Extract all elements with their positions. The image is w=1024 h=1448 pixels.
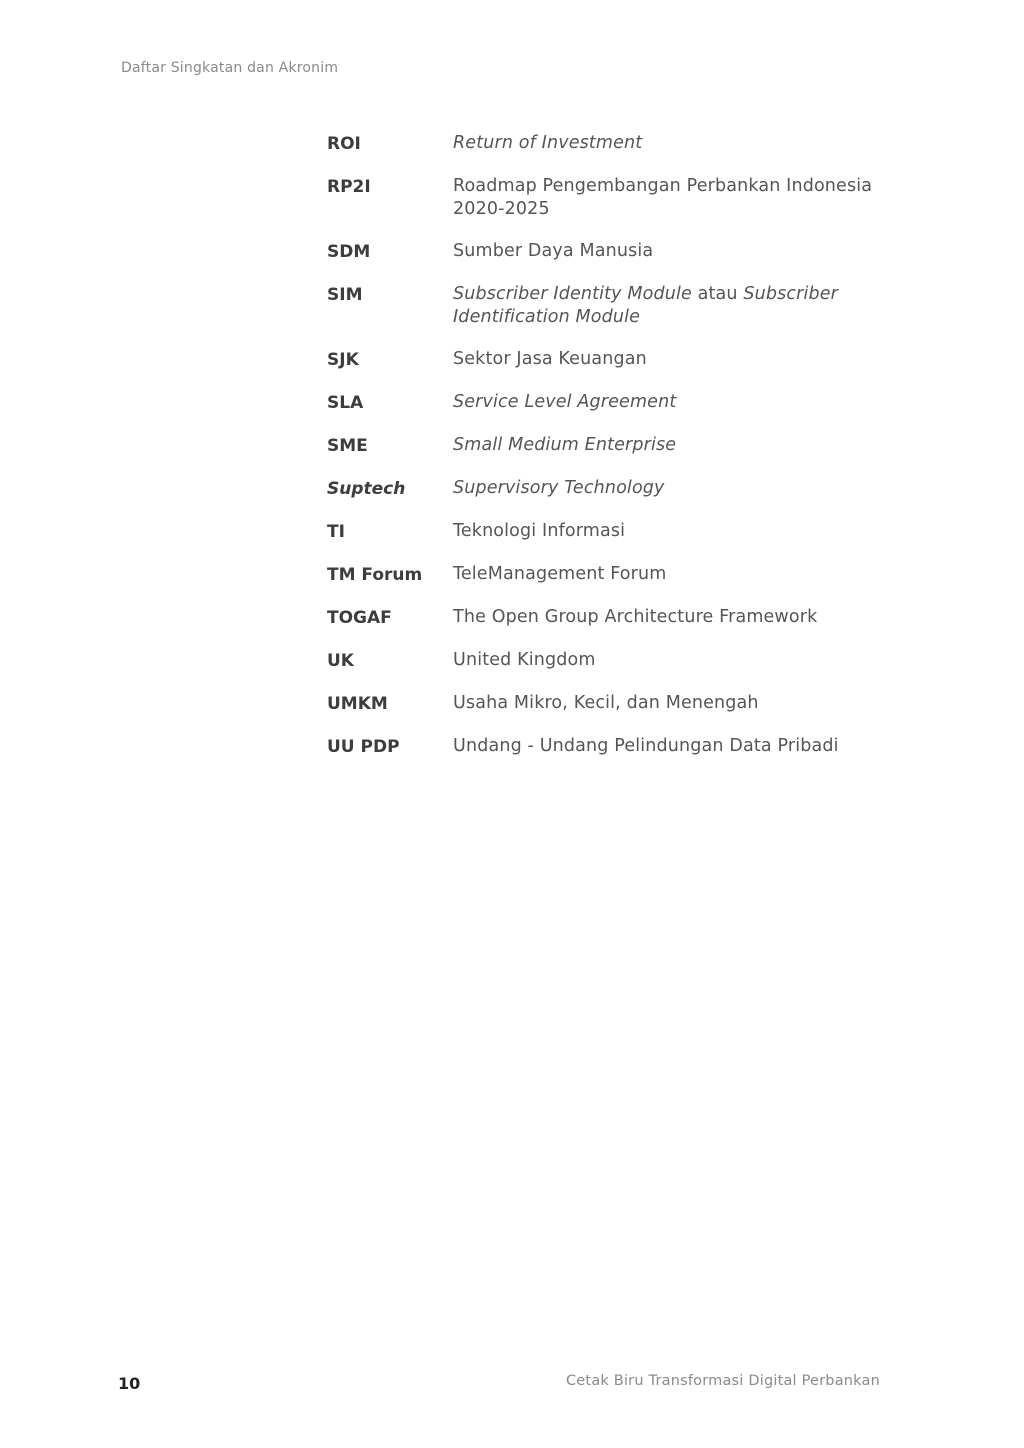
definition-text: Service Level Agreement — [453, 392, 677, 412]
glossary-entry — [327, 391, 887, 415]
glossary-term: UMKM — [327, 694, 388, 714]
glossary-definition — [453, 283, 887, 329]
definition-text: atau — [691, 284, 744, 304]
glossary-definition — [453, 606, 887, 629]
glossary-definition — [453, 240, 887, 263]
running-header: Daftar Singkatan dan Akronim — [121, 60, 339, 76]
definition-text: Sektor Jasa Keuangan — [453, 349, 647, 369]
definition-text: Undang - Undang Pelindungan Data Pribadi — [453, 736, 839, 756]
glossary-term: SJK — [327, 350, 359, 370]
document-title: Cetak Biru Transformasi Digital Perbankan — [565, 1373, 880, 1389]
glossary-entry — [327, 735, 887, 759]
definition-text: The Open Group Architecture Framework — [453, 607, 818, 627]
glossary-definition — [453, 477, 887, 500]
glossary-entry — [327, 348, 887, 372]
glossary-entry — [327, 283, 887, 329]
definition-text: Sumber Daya Manusia — [453, 241, 654, 261]
definition-text: Subscriber Identification Module — [453, 284, 839, 327]
glossary-entry — [327, 240, 887, 264]
glossary-definition — [453, 649, 887, 672]
acronym-glossary — [327, 132, 887, 778]
page-number: 10 — [118, 1374, 141, 1393]
definition-text: Usaha Mikro, Kecil, dan Menengah — [453, 693, 759, 713]
glossary-term: SIM — [327, 285, 363, 305]
glossary-entry — [327, 692, 887, 716]
definition-text: Small Medium Enterprise — [453, 435, 677, 455]
glossary-entry — [327, 606, 887, 630]
glossary-entry — [327, 175, 887, 221]
definition-text: Subscriber Identity Module — [453, 284, 692, 304]
glossary-term: UU PDP — [327, 737, 400, 757]
definition-text: United Kingdom — [453, 650, 596, 670]
glossary-entry — [327, 434, 887, 458]
glossary-entry — [327, 132, 887, 156]
definition-text: Teknologi Informasi — [453, 521, 626, 541]
glossary-definition — [453, 735, 887, 758]
glossary-entry — [327, 563, 887, 587]
glossary-definition — [453, 434, 887, 457]
glossary-entry — [327, 520, 887, 544]
glossary-definition — [453, 175, 887, 221]
glossary-definition — [453, 348, 887, 371]
glossary-term: UK — [327, 651, 354, 671]
glossary-entry — [327, 649, 887, 673]
glossary-term: SLA — [327, 393, 364, 413]
glossary-definition — [453, 692, 887, 715]
definition-text: TeleManagement Forum — [453, 564, 667, 584]
glossary-definition — [453, 520, 887, 543]
glossary-entry — [327, 477, 887, 501]
glossary-definition — [453, 132, 887, 155]
definition-text: Roadmap Pengembangan Perbankan Indonesia 2020-2025 — [453, 176, 873, 219]
glossary-term: ROI — [327, 134, 361, 154]
definition-text: Supervisory Technology — [453, 478, 665, 498]
glossary-definition — [453, 563, 887, 586]
glossary-definition — [453, 391, 887, 414]
glossary-term: Suptech — [327, 479, 406, 499]
glossary-term: TM Forum — [327, 565, 423, 585]
definition-text: Return of Investment — [453, 133, 643, 153]
glossary-term: RP2I — [327, 177, 371, 197]
glossary-term: TI — [327, 522, 345, 542]
glossary-term: SDM — [327, 242, 371, 262]
glossary-term: SME — [327, 436, 368, 456]
glossary-term: TOGAF — [327, 608, 392, 628]
